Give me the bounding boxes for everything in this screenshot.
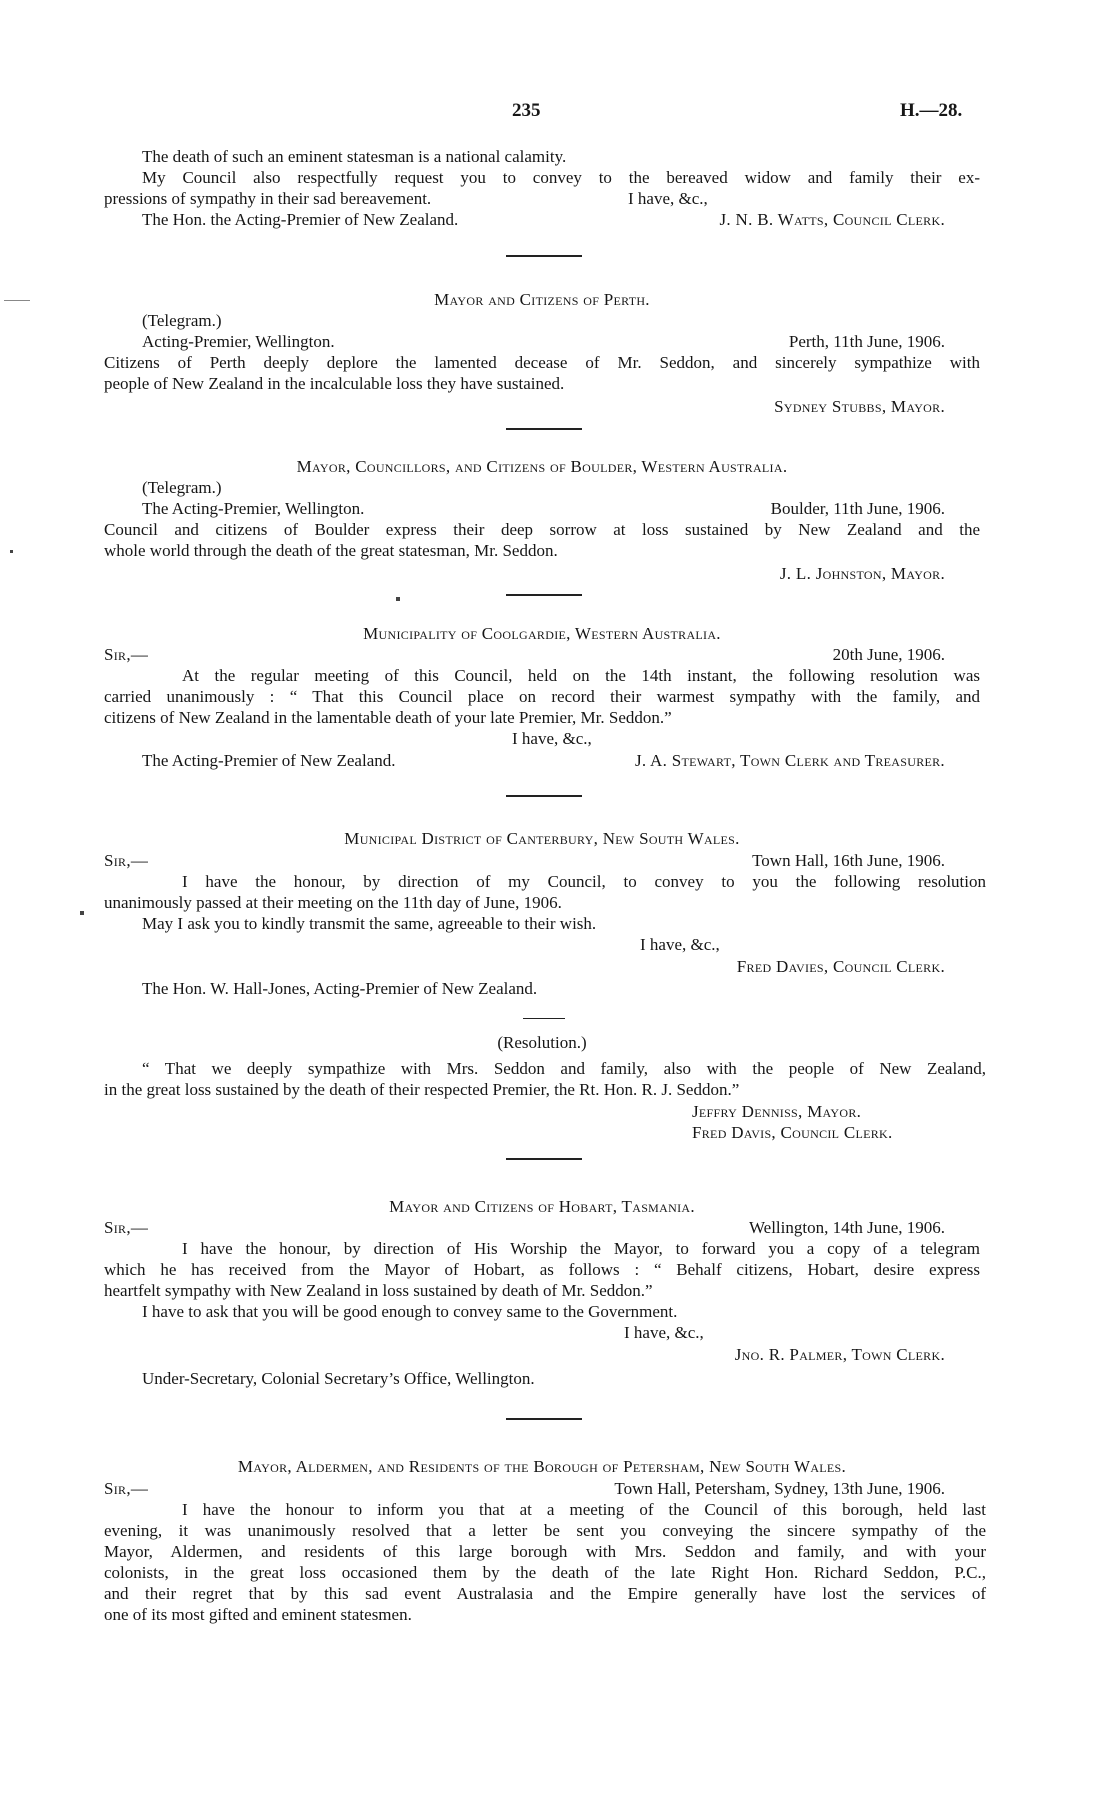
resolution-heading: (Resolution.) [497,1033,587,1052]
paragraph-line: people of New Zealand in the incalculable loss they have sustained. [104,374,565,393]
scan-artifact [80,911,84,915]
addressee: Under-Secretary, Colonial Secretary’s Office, Wellington. [142,1369,535,1388]
resolution-line: “ That we deeply sympathize with Mrs. Seddon and family, also with the people of New Zealand, [142,1059,986,1078]
resolution-line: in the great loss sustained by the death of their respected Premier, the Rt. Hon. R. J. Seddon.” [104,1080,740,1099]
paragraph-line: pressions of sympathy in their sad bereavement. [104,189,432,208]
dateline: Boulder, 11th June, 1906. [770,499,945,518]
addressee: The Hon. the Acting-Premier of New Zealand. [142,210,459,229]
signature: Jeffry Denniss, Mayor. [692,1102,862,1121]
scan-artifact [4,300,30,301]
signature: Fred Davis, Council Clerk. [692,1123,893,1142]
section-heading: Municipality of Coolgardie, Western Australia. [363,624,721,643]
signature: Jno. R. Palmer, Town Clerk. [734,1345,945,1364]
section-divider [506,1418,582,1420]
section-divider [506,795,582,797]
signature: J. A. Stewart, Town Clerk and Treasurer. [634,751,945,770]
dateline: Perth, 11th June, 1906. [788,332,945,351]
section-divider [506,1158,582,1160]
closing-formula: I have, &c., [624,1323,704,1342]
salutation: Sir,— [104,1218,149,1237]
dateline: Town Hall, Petersham, Sydney, 13th June, 1906. [614,1479,945,1498]
paragraph-line: evening, it was unanimously resolved that a letter be sent you conveying the sincere sympathy of the [104,1521,986,1540]
paragraph-line: I have the honour, by direction of His Worship the Mayor, to forward you a copy of a telegram [182,1239,980,1258]
signature: Fred Davies, Council Clerk. [736,957,945,976]
resolution-divider [523,1018,565,1019]
paragraph-line: May I ask you to kindly transmit the same, agreeable to their wish. [142,914,597,933]
section-heading: Mayor, Councillors, and Citizens of Boulder, Western Australia. [296,457,788,476]
dateline: Town Hall, 16th June, 1906. [752,851,945,870]
paragraph-line: unanimously passed at their meeting on the 11th day of June, 1906. [104,893,562,912]
salutation: Sir,— [104,1479,149,1498]
closing-formula: I have, &c., [512,729,592,748]
addressee: The Acting-Premier of New Zealand. [142,751,396,770]
paragraph-line: colonists, in the great loss occasioned them by the death of the late Right Hon. Richard Seddon, P.C., [104,1563,986,1582]
paragraph-line: I have the honour, by direction of my Council, to convey to you the following resolution [182,872,986,891]
closing-formula: I have, &c., [628,189,708,208]
signature: Sydney Stubbs, Mayor. [774,397,945,416]
paragraph-line: I have to ask that you will be good enough to convey same to the Government. [142,1302,678,1321]
section-divider [506,255,582,257]
section-divider [506,428,582,430]
telegram-label: (Telegram.) [142,311,222,330]
paragraph-line: At the regular meeting of this Council, held on the 14th instant, the following resolution was [182,666,980,685]
signature: J. L. Johnston, Mayor. [779,564,945,583]
section-divider [506,594,582,596]
paragraph-line: citizens of New Zealand in the lamentable death of your late Premier, Mr. Seddon.” [104,708,672,727]
addressee: Acting-Premier, Wellington. [142,332,335,351]
section-heading: Mayor and Citizens of Perth. [434,290,650,309]
document-reference: H.—28. [900,100,963,121]
signature: J. N. B. Watts, Council Clerk. [719,210,945,229]
dateline: 20th June, 1906. [832,645,945,664]
paragraph-line: one of its most gifted and eminent statesmen. [104,1605,412,1624]
salutation: Sir,— [104,851,149,870]
paragraph-line: heartfelt sympathy with New Zealand in loss sustained by death of Mr. Seddon.” [104,1281,653,1300]
addressee: The Acting-Premier, Wellington. [142,499,365,518]
section-heading: Municipal District of Canterbury, New South Wales. [344,829,740,848]
paragraph-line: whole world through the death of the great statesman, Mr. Seddon. [104,541,558,560]
paragraph-line: carried unanimously : “ That this Council place on record their warmest sympathy with the family, and [104,687,980,706]
paragraph-line: Council and citizens of Boulder express their deep sorrow at loss sustained by New Zealand and the [104,520,980,539]
section-heading: Mayor, Aldermen, and Residents of the Borough of Petersham, New South Wales. [237,1457,847,1476]
telegram-label: (Telegram.) [142,478,222,497]
ink-speck [396,597,400,601]
salutation: Sir,— [104,645,149,664]
section-heading: Mayor and Citizens of Hobart, Tasmania. [389,1197,695,1216]
paragraph-line: Mayor, Aldermen, and residents of this large borough with Mrs. Seddon and family, and with your [104,1542,986,1561]
paragraph-line: My Council also respectfully request you to convey to the bereaved widow and family their ex- [142,168,980,187]
paragraph-line: The death of such an eminent statesman is a national calamity. [142,147,567,166]
paragraph-line: Citizens of Perth deeply deplore the lamented decease of Mr. Seddon, and sincerely sympathize with [104,353,980,372]
paragraph-line: and their regret that by this sad event Australasia and the Empire generally have lost the services of [104,1584,986,1603]
scan-artifact [10,550,13,553]
page-number: 235 [512,100,541,121]
dateline: Wellington, 14th June, 1906. [748,1218,945,1237]
paragraph-line: which he has received from the Mayor of Hobart, as follows : “ Behalf citizens, Hobart, desire express [104,1260,980,1279]
addressee: The Hon. W. Hall-Jones, Acting-Premier of New Zealand. [142,979,538,998]
paragraph-line: I have the honour to inform you that at a meeting of the Council of this borough, held last [182,1500,986,1519]
closing-formula: I have, &c., [640,935,720,954]
